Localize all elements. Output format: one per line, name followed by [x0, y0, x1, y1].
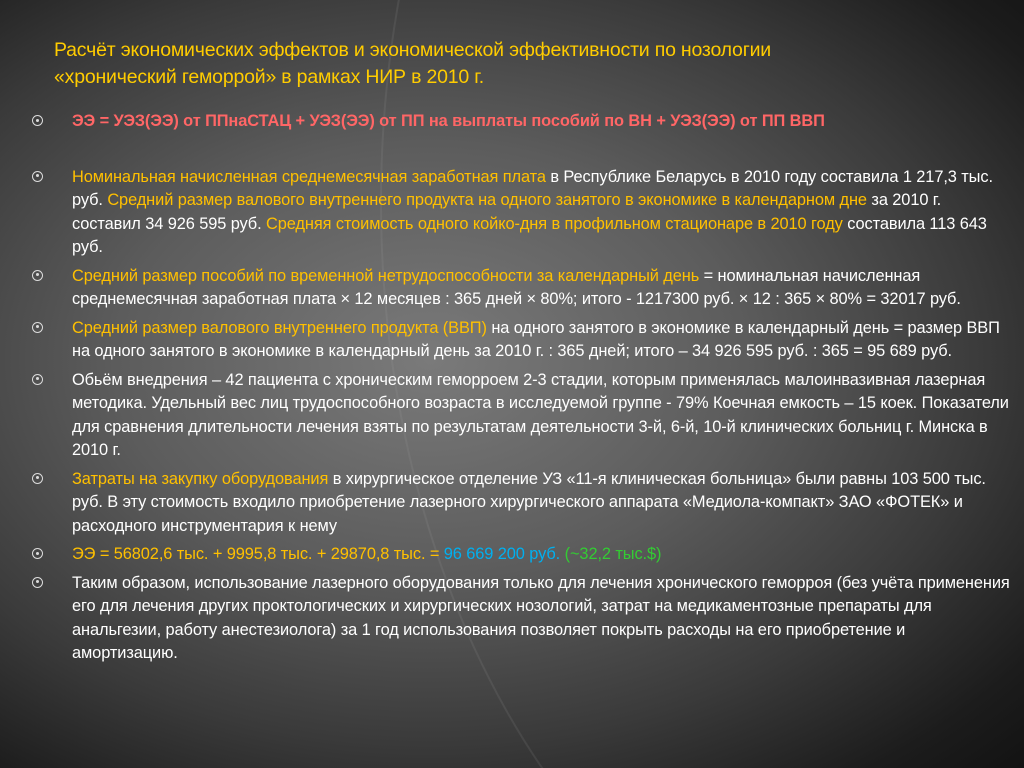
highlight-text: Средний размер валового внутреннего продукта (ВВП) [72, 318, 487, 337]
slide-title [54, 37, 954, 91]
bullet-list [32, 110, 1010, 671]
circle-dot-bullet-icon [32, 374, 43, 385]
title-line-2: «хронический геморрой» в рамках НИР в 2010 г. [54, 66, 484, 88]
bullet-item-equipment-costs [32, 468, 1010, 539]
highlight-text: Средний размер пособий по временной нетрудоспособности за календарный день [72, 266, 700, 285]
highlight-text: Средний размер валового внутреннего продукта на одного занятого в экономике в календарном дне [107, 191, 867, 209]
result-formula: ЭЭ = 56802,6 тыс. + 9995,8 тыс. + 29870,8 тыс. = [72, 545, 444, 563]
formula-text: ЭЭ = УЭЗ(ЭЭ) от ППнаСТАЦ + УЭЗ(ЭЭ) от ПП на выплаты пособий по ВН + УЭЗ(ЭЭ) от ПП ВВП [72, 112, 825, 130]
body-text: за 2010 г. составил 34 926 595 руб. [72, 191, 942, 233]
body-text: = номинальная начисленная среднемесячная заработная плата × 12 месяцев : 365 дней × 80%; итого - 1217300 руб. × 12 : 365 × 80% = 32017 руб. [72, 266, 961, 308]
body-text: составила 113 643 руб. [72, 214, 987, 256]
title-line-1: Расчёт экономических эффектов и экономической эффективности по нозологии [54, 39, 772, 61]
bullet-item-gdp [32, 317, 1010, 364]
body-text: Таким образом, использование лазерного оборудования только для лечения хронического геморроя (без учёта применения его для лечения других проктологических и хирургических нозологий, затрат на медикаментозные препараты для анальгезии, работу анестезиолога) за 1 год использования позволяет покрыть расходы на его приобретение и амортизацию. [72, 573, 1010, 662]
body-text: в хирургическое отделение УЗ «11-я клиническая больница» были равны 103 500 тыс. руб. В эту стоимость входило приобретение лазерного хирургического аппарата «Медиола-компакт» ЗАО «ФОТЕК» и расходного инструментария к нему [72, 469, 986, 535]
circle-dot-bullet-icon [32, 548, 43, 559]
bullet-item-result [32, 543, 1010, 567]
body-text: Обьём внедрения – 42 пациента с хроническим геморроем 2-3 стадии, которым применялась малоинвазивная лазерная методика. Удельный вес лиц трудоспособного возраста в исследуемой группе - 79% Коечная емкость – 15 коек. Показатели для сравнения длительности лечения взяты по результатам деятельности 3-й, 6-й, 10-й клинических больниц г. Минска в 2010 г. [72, 370, 1009, 459]
result-value-rub: 96 669 200 руб. [443, 545, 561, 563]
circle-dot-bullet-icon [32, 473, 43, 484]
bullet-item-benefits [32, 265, 1010, 312]
circle-dot-bullet-icon [32, 270, 43, 281]
circle-dot-bullet-icon [32, 171, 43, 182]
bullet-item-volume [32, 369, 1010, 463]
body-text: в Республике Беларусь в 2010 году составила 1 217,3 тыс. руб. [72, 167, 993, 209]
bullet-item-salary [32, 166, 1010, 260]
bullet-item-formula [32, 110, 1010, 134]
body-text: на одного занятого в экономике в календарный день = размер ВВП на одного занятого в экономике в календарный день за 2010 г. : 365 дней; итого – 34 926 595 руб. : 365 = 95 689 руб. [72, 318, 1000, 360]
circle-dot-bullet-icon [32, 322, 43, 333]
highlight-text: Средняя стоимость одного койко-дня в профильном стационаре в 2010 году [266, 214, 843, 233]
highlight-text: Затраты на закупку оборудования [72, 469, 329, 488]
circle-dot-bullet-icon [32, 115, 43, 126]
result-value-usd: (~32,2 тыс.$) [564, 545, 662, 563]
bullet-item-conclusion [32, 572, 1010, 666]
circle-dot-bullet-icon [32, 577, 43, 588]
highlight-text: Номинальная начисленная среднемесячная заработная плата [72, 167, 546, 186]
